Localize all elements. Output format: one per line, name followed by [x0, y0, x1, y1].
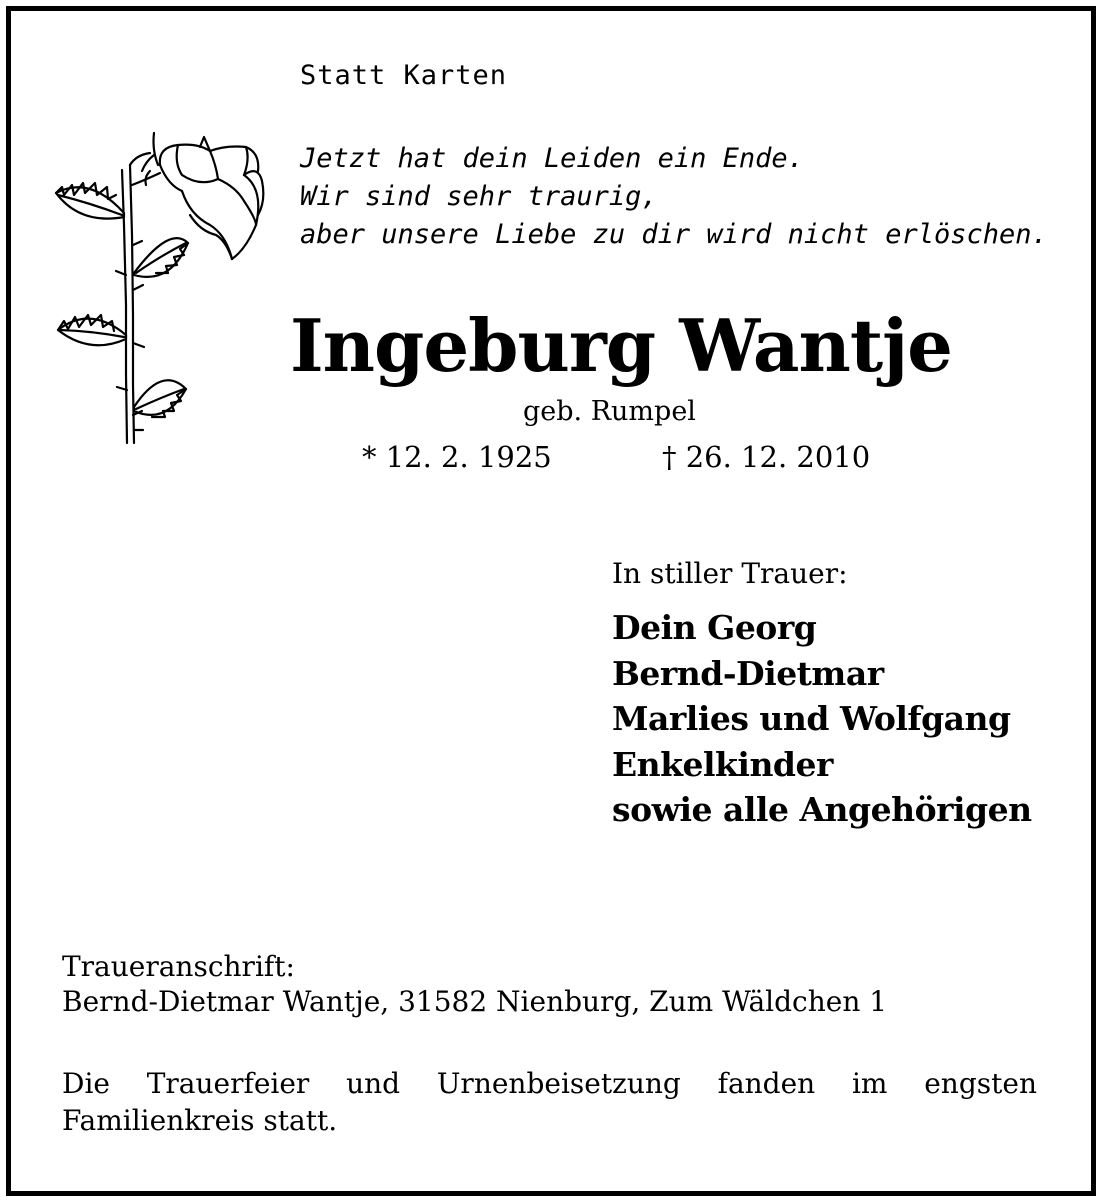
mourners-list — [612, 605, 1032, 833]
birth-date: * 12. 2. 1925 — [362, 440, 552, 474]
mourner-name: Enkelkinder — [612, 744, 833, 784]
verse-line: aber unsere Liebe zu dir wird nicht erlöschen. — [300, 219, 1048, 250]
mourner-name: sowie alle Angehörigen — [612, 790, 1032, 829]
verse-line: Wir sind sehr traurig, — [300, 181, 658, 212]
mourner-name: Marlies und Wolfgang — [612, 699, 1011, 738]
deceased-name: Ingeburg Wantje — [290, 303, 952, 388]
maiden-name: geb. Rumpel — [523, 396, 696, 427]
death-date: † 26. 12. 2010 — [662, 440, 871, 474]
verse — [300, 140, 1048, 254]
verse-line: Jetzt hat dein Leiden ein Ende. — [300, 143, 804, 174]
service-note: Die Trauerfeier und Urnenbeisetzung fanden im engsten Familienkreis statt. — [62, 1067, 1037, 1137]
mourner-name: Dein Georg — [612, 608, 817, 647]
rose-illustration-icon — [50, 125, 270, 455]
mourning-intro: In stiller Trauer: — [612, 557, 848, 590]
address-label: Traueranschrift: — [62, 950, 295, 983]
mourner-name: Bernd-Dietmar — [612, 653, 884, 693]
address-text: Bernd-Dietmar Wantje, 31582 Nienburg, Zum Wäldchen 1 — [62, 985, 888, 1018]
header-note: Statt Karten — [300, 60, 508, 91]
